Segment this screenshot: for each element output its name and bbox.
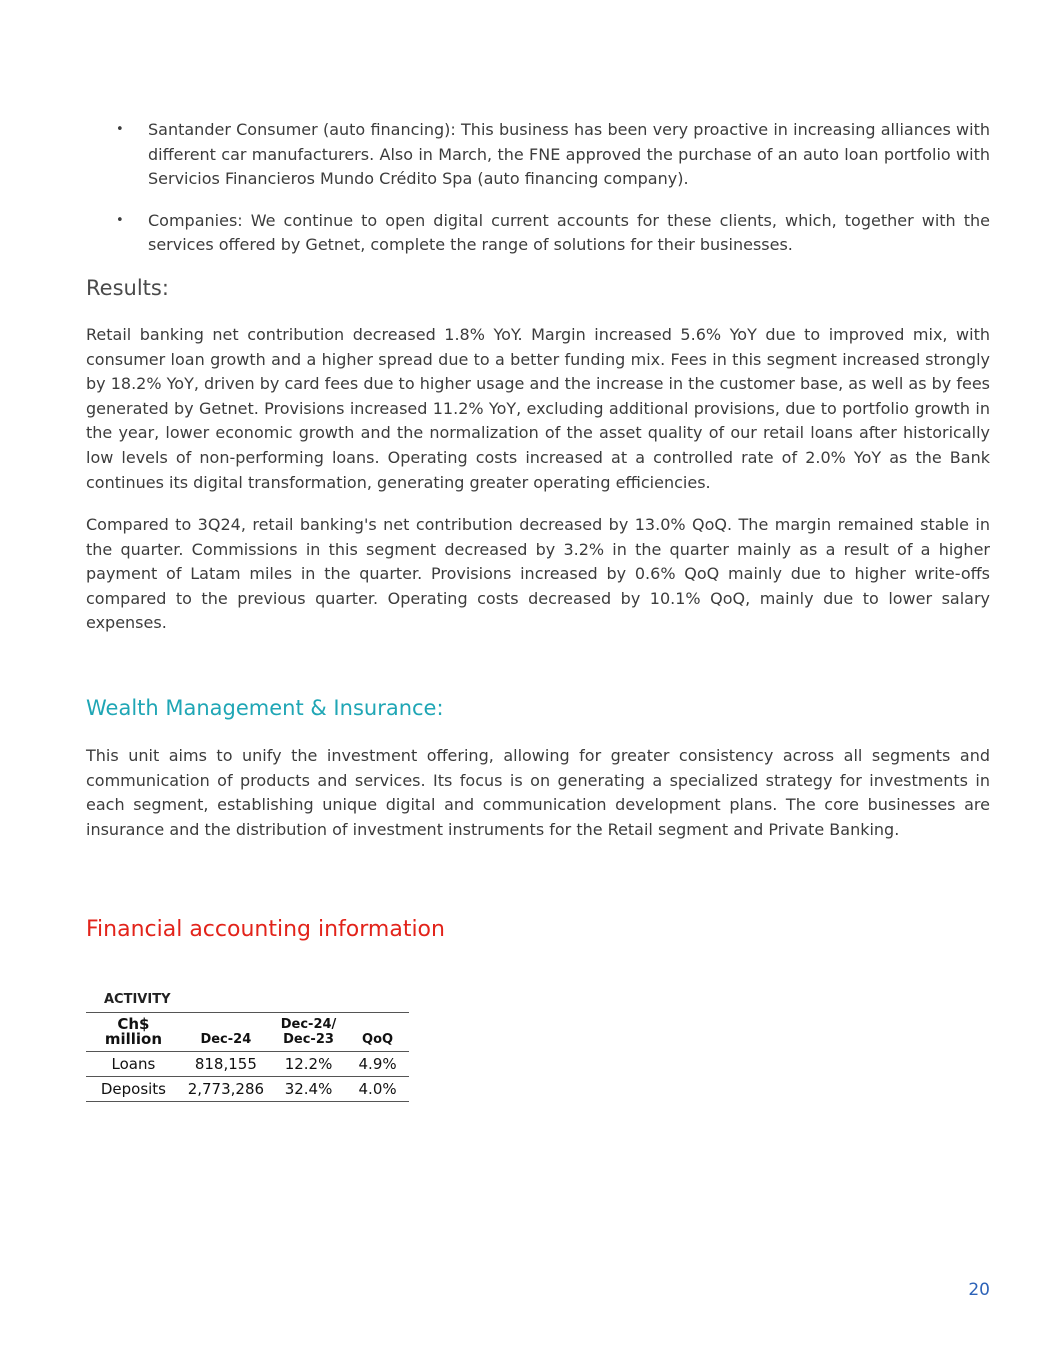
bullet-text: Santander Consumer (auto financing): This business has been very proactive in increasing alliances with different car manufacturers. Also in March, the FNE approved the purchase of an auto loan portfolio with Servicios Financieros Mundo Crédito Spa (auto financing company). bbox=[148, 120, 990, 189]
row-qoq: 4.0% bbox=[346, 1077, 409, 1102]
row-yoy: 12.2% bbox=[271, 1052, 346, 1077]
bullet-text: Companies: We continue to open digital current accounts for these clients, which, together with the services offered by Getnet, complete the range of solutions for their businesses. bbox=[148, 210, 990, 255]
row-label: Deposits bbox=[86, 1077, 181, 1102]
table-row bbox=[86, 1077, 409, 1102]
header-line-1: Dec-24/ bbox=[280, 1017, 337, 1032]
bullet-list bbox=[86, 118, 990, 275]
row-value: 818,155 bbox=[181, 1052, 271, 1077]
header-ch-million: Ch$ million bbox=[86, 1013, 181, 1052]
results-paragraph-1: Retail banking net contribution decreased 1.8% YoY. Margin increased 5.6% YoY due to improved mix, with consumer loan growth and a higher spread due to a better funding mix. Fees in this segment increased strongly by 18.2% YoY, driven by card fees due to higher usage and the increase in the customer base, as well as by fees generated by Getnet. Provisions increased 11.2% YoY, excluding additional provisions, due to portfolio growth in the year, lower economic growth and the normalization of the asset quality of our retail loans after historically low levels of non-performing loans. Operating costs increased at a controlled rate of 2.0% YoY as the Bank continues its digital transformation, generating greater operating efficiencies. bbox=[86, 325, 990, 492]
financial-heading: Financial accounting information bbox=[86, 917, 445, 942]
activity-table bbox=[86, 1012, 409, 1102]
bullet-item bbox=[86, 209, 990, 258]
wealth-paragraph: This unit aims to unify the investment offering, allowing for greater consistency across all segments and communication of products and services. Its focus is on generating a specialized strategy for investments in each segment, establishing unique digital and communication development plans. The core businesses are insurance and the distribution of investment instruments for the Retail segment and Private Banking. bbox=[86, 746, 990, 839]
header-dec-24-dec-23 bbox=[271, 1013, 346, 1052]
page-number: 20 bbox=[968, 1280, 990, 1300]
wealth-heading: Wealth Management & Insurance: bbox=[86, 696, 444, 720]
table-header-row bbox=[86, 1013, 409, 1052]
table-row bbox=[86, 1052, 409, 1077]
row-label: Loans bbox=[86, 1052, 181, 1077]
bullet-item bbox=[86, 118, 990, 192]
row-yoy: 32.4% bbox=[271, 1077, 346, 1102]
row-qoq: 4.9% bbox=[346, 1052, 409, 1077]
results-heading: Results: bbox=[86, 276, 169, 300]
row-value: 2,773,286 bbox=[181, 1077, 271, 1102]
header-dec-24: Dec-24 bbox=[181, 1013, 271, 1052]
header-qoq: QoQ bbox=[346, 1013, 409, 1052]
header-line-2: Dec-23 bbox=[283, 1032, 334, 1047]
bullet-dot-icon: • bbox=[116, 122, 124, 137]
results-paragraph-2: Compared to 3Q24, retail banking's net contribution decreased by 13.0% QoQ. The margin remained stable in the quarter. Commissions in this segment decreased by 3.2% in the quarter mainly as a result of a higher payment of Latam miles in the quarter. Provisions increased by 0.6% QoQ mainly due to higher write-offs compared to the previous quarter. Operating costs decreased by 10.1% QoQ, mainly due to lower salary expenses. bbox=[86, 515, 990, 633]
activity-table-title: ACTIVITY bbox=[104, 992, 171, 1007]
bullet-dot-icon: • bbox=[116, 212, 124, 228]
